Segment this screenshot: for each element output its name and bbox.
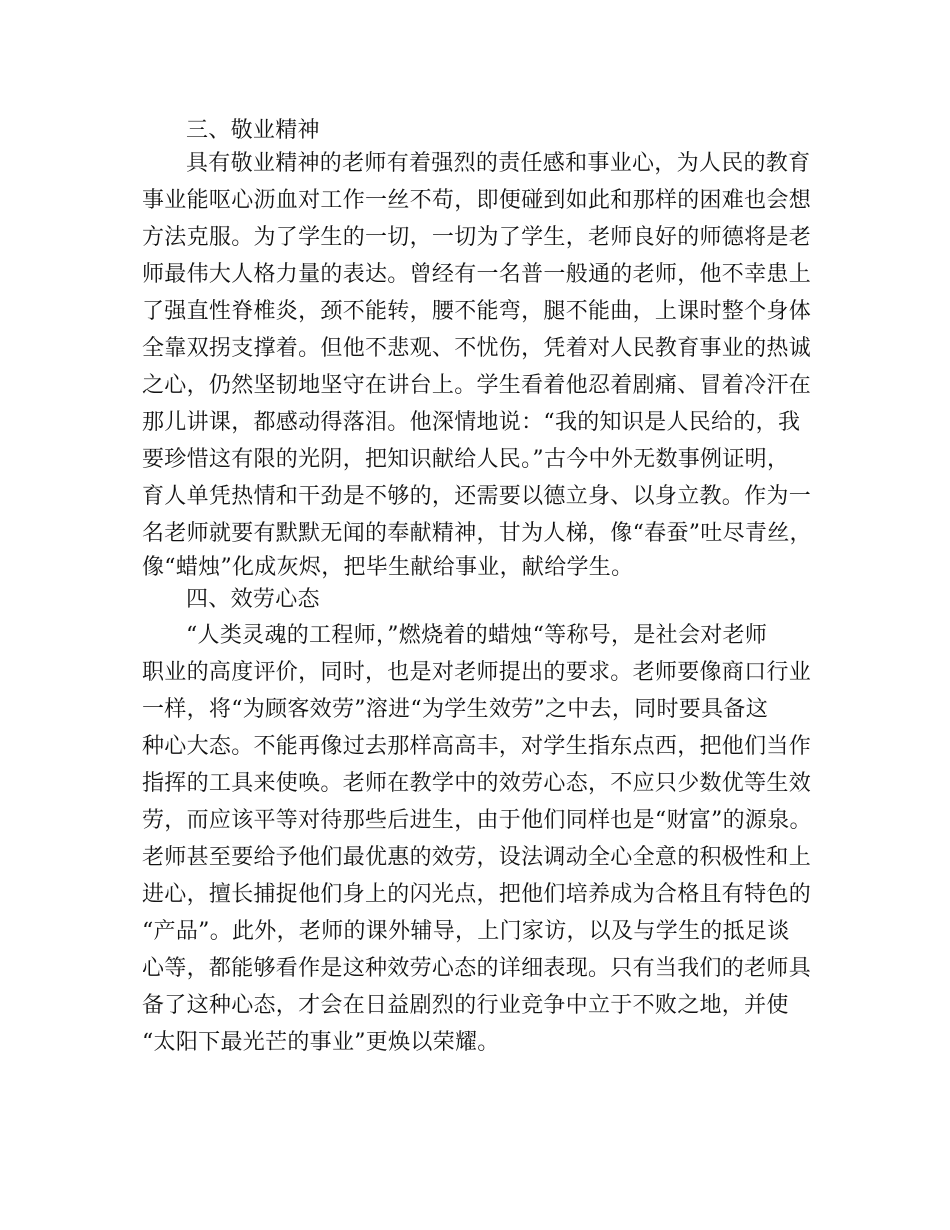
paragraph-line: 名老师就要有默默无闻的奉献精神，甘为人梯，像“春蚕”吐尽青丝， [142,521,812,546]
paragraph-line: 要珍惜这有限的光阴，把知识献给人民。”古今中外无数事例证明， [142,447,790,472]
paragraph-line: 劳，而应该平等对待那些后进生，由于他们同样也是“财富”的源泉。 [142,808,812,833]
section-heading: 三、敬业精神 [186,118,320,143]
paragraph-line: 具有敬业精神的老师有着强烈的责任感和事业心，为人民的教育 [186,151,811,176]
paragraph-line: 老师甚至要给予他们最优惠的效劳，设法调动全心全意的积极性和上 [142,845,812,870]
paragraph-line: 进心，擅长捕捉他们身上的闪光点，把他们培养成为合格且有特色的 [142,882,812,907]
paragraph-line: 之心，仍然坚韧地坚守在讲台上。学生看着他忍着剧痛、冒着冷汗在 [142,373,812,398]
paragraph-line: 像“蜡烛”化成灰烬，把毕生献给事业，献给学生。 [142,555,634,580]
paragraph-line: 育人单凭热情和干劲是不够的，还需要以德立身、以身立教。作为一 [142,484,812,509]
paragraph-line: “产品”。此外，老师的课外辅导，上门家访，以及与学生的抵足谈 [142,919,790,944]
section-heading: 四、效劳心态 [186,587,320,612]
paragraph-line: 一样，将“为顾客效劳”溶进“为学生效劳”之中去，同时要具备这 [142,697,768,722]
paragraph-line: 心等，都能够看作是这种效劳心态的详细表现。只有当我们的老师具 [142,956,812,981]
paragraph-line: “人类灵魂的工程师，”燃烧着的蜡烛“等称号，是社会对老师 [186,623,768,648]
paragraph-line: 了强直性脊椎炎，颈不能转，腰不能弯，腿不能曲，上课时整个身体 [142,299,812,324]
paragraph-line: 指挥的工具来使唤。老师在教学中的效劳心态，不应只少数优等生效 [142,771,812,796]
paragraph-line: 事业能呕心沥血对工作一丝不苟，即便碰到如此和那样的困难也会想 [142,188,812,213]
paragraph-line: 师最伟大人格力量的表达。曾经有一名普一般通的老师，他不幸患上 [142,262,812,287]
paragraph-line: 职业的高度评价，同时，也是对老师提出的要求。老师要像商口行业 [142,660,812,685]
paragraph-line: 全靠双拐支撑着。但他不悲观、不忧伤，凭着对人民教育事业的热诚 [142,336,812,361]
paragraph-line: “太阳下最光芒的事业”更焕以荣耀。 [142,1030,500,1055]
paragraph-line: 那儿讲课，都感动得落泪。他深情地说：“我的知识是人民给的，我 [142,410,801,435]
paragraph-line: 备了这种心态，才会在日益剧烈的行业竞争中立于不败之地，并使 [142,993,789,1018]
paragraph-line: 方法克服。为了学生的一切，一切为了学生，老师良好的师德将是老 [142,225,812,250]
paragraph-line: 种心大态。不能再像过去那样高高丰，对学生指东点西，把他们当作 [142,734,812,759]
